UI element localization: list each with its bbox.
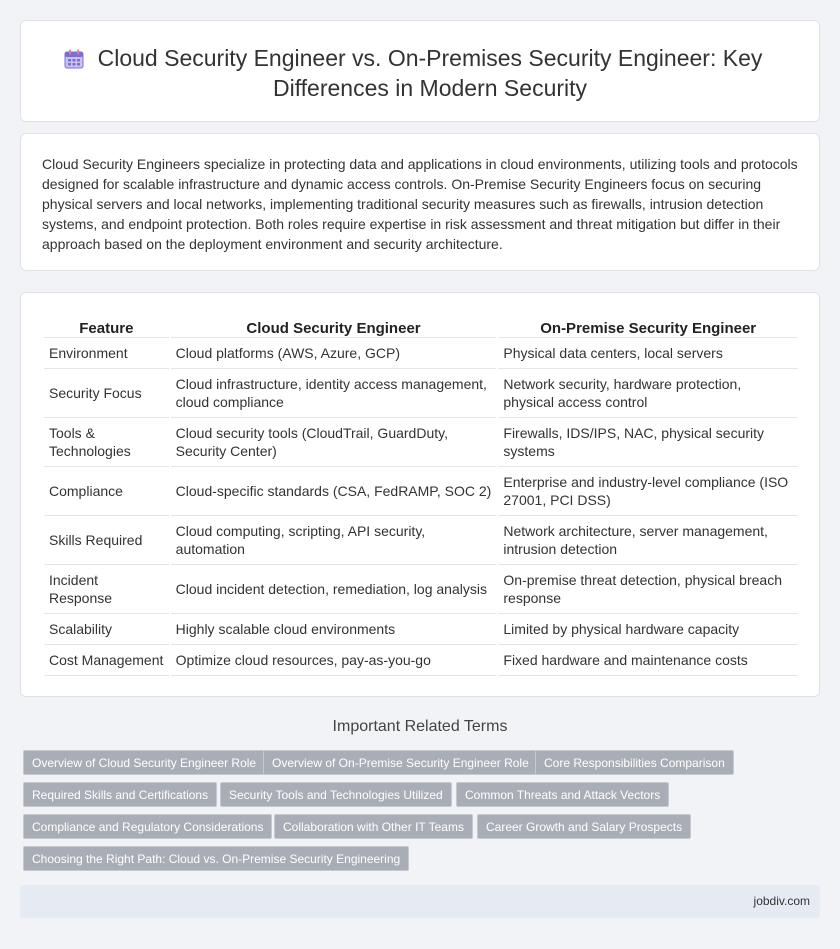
table-cell-on-premise: Fixed hardware and maintenance costs	[498, 645, 798, 676]
related-terms-heading: Important Related Terms	[332, 718, 508, 735]
table-cell-cloud: Highly scalable cloud environments	[171, 614, 497, 645]
table-cell-feature: Security Focus	[44, 369, 169, 418]
table-cell-feature: Incident Response	[44, 565, 169, 614]
table-cell-cloud: Cloud computing, scripting, API security, automation	[171, 516, 497, 565]
table-cell-feature: Scalability	[44, 614, 169, 645]
column-header-on-premise: On-Premise Security Engineer	[498, 315, 798, 338]
table-row	[44, 467, 798, 516]
table-cell-cloud: Cloud incident detection, remediation, log analysis	[171, 565, 497, 614]
related-term-tag[interactable]: Required Skills and Certifications	[23, 782, 217, 807]
table-cell-on-premise: Limited by physical hardware capacity	[498, 614, 798, 645]
table-cell-on-premise: Network security, hardware protection, physical access control	[498, 369, 798, 418]
column-header-cloud: Cloud Security Engineer	[171, 315, 497, 338]
table-cell-cloud: Cloud-specific standards (CSA, FedRAMP, SOC 2)	[171, 467, 497, 516]
table-cell-cloud: Optimize cloud resources, pay-as-you-go	[171, 645, 497, 676]
table-row	[44, 516, 798, 565]
related-term-tag[interactable]: Career Growth and Salary Prospects	[477, 814, 691, 839]
table-cell-on-premise: Physical data centers, local servers	[498, 338, 798, 369]
related-term-tag[interactable]: Security Tools and Technologies Utilized	[220, 782, 452, 807]
table-row	[44, 338, 798, 369]
table-row	[44, 418, 798, 467]
footer-site-link[interactable]: jobdiv.com	[753, 894, 810, 908]
related-term-tag[interactable]: Core Responsibilities Comparison	[535, 750, 734, 775]
table-cell-on-premise: Firewalls, IDS/IPS, NAC, physical security systems	[498, 418, 798, 467]
related-term-tag[interactable]: Common Threats and Attack Vectors	[456, 782, 669, 807]
related-term-tag[interactable]: Compliance and Regulatory Considerations	[23, 814, 272, 839]
table-header-row	[44, 315, 798, 338]
table-row	[44, 565, 798, 614]
related-term-tag[interactable]: Choosing the Right Path: Cloud vs. On-Premise Security Engineering	[23, 846, 409, 871]
table-cell-feature: Tools & Technologies	[44, 418, 169, 467]
related-term-tag[interactable]: Overview of On-Premise Security Engineer Role	[263, 750, 538, 775]
table-row	[44, 369, 798, 418]
comparison-table-card	[20, 292, 820, 697]
intro-card	[20, 133, 820, 271]
table-cell-cloud: Cloud security tools (CloudTrail, GuardDuty, Security Center)	[171, 418, 497, 467]
table-cell-feature: Cost Management	[44, 645, 169, 676]
table-cell-feature: Skills Required	[44, 516, 169, 565]
table-cell-feature: Compliance	[44, 467, 169, 516]
comparison-table	[42, 315, 800, 676]
footer	[20, 885, 820, 918]
table-cell-on-premise: On-premise threat detection, physical breach response	[498, 565, 798, 614]
table-row	[44, 614, 798, 645]
page-title: Cloud Security Engineer vs. On-Premises Security Engineer: Key Differences in Modern Security	[97, 45, 763, 101]
related-term-tag[interactable]: Overview of Cloud Security Engineer Role	[23, 750, 265, 775]
column-header-feature: Feature	[44, 315, 169, 338]
table-cell-on-premise: Network architecture, server management, intrusion detection	[498, 516, 798, 565]
table-cell-on-premise: Enterprise and industry-level compliance (ISO 27001, PCI DSS)	[498, 467, 798, 516]
table-cell-cloud: Cloud platforms (AWS, Azure, GCP)	[171, 338, 497, 369]
related-term-tag[interactable]: Collaboration with Other IT Teams	[274, 814, 473, 839]
table-cell-feature: Environment	[44, 338, 169, 369]
title-card	[20, 20, 820, 122]
table-row	[44, 645, 798, 676]
table-cell-cloud: Cloud infrastructure, identity access management, cloud compliance	[171, 369, 497, 418]
intro-paragraph: Cloud Security Engineers specialize in protecting data and applications in cloud environments, utilizing tools and protocols designed for scalable infrastructure and dynamic access controls. On-Premise Security Engineers focus on securing physical servers and local networks, implementing traditional security measures such as firewalls, intrusion detection systems, and endpoint protection. Both roles require expertise in risk assessment and threat mitigation but differ in their approach based on the deployment environment and security architecture.	[42, 156, 798, 252]
